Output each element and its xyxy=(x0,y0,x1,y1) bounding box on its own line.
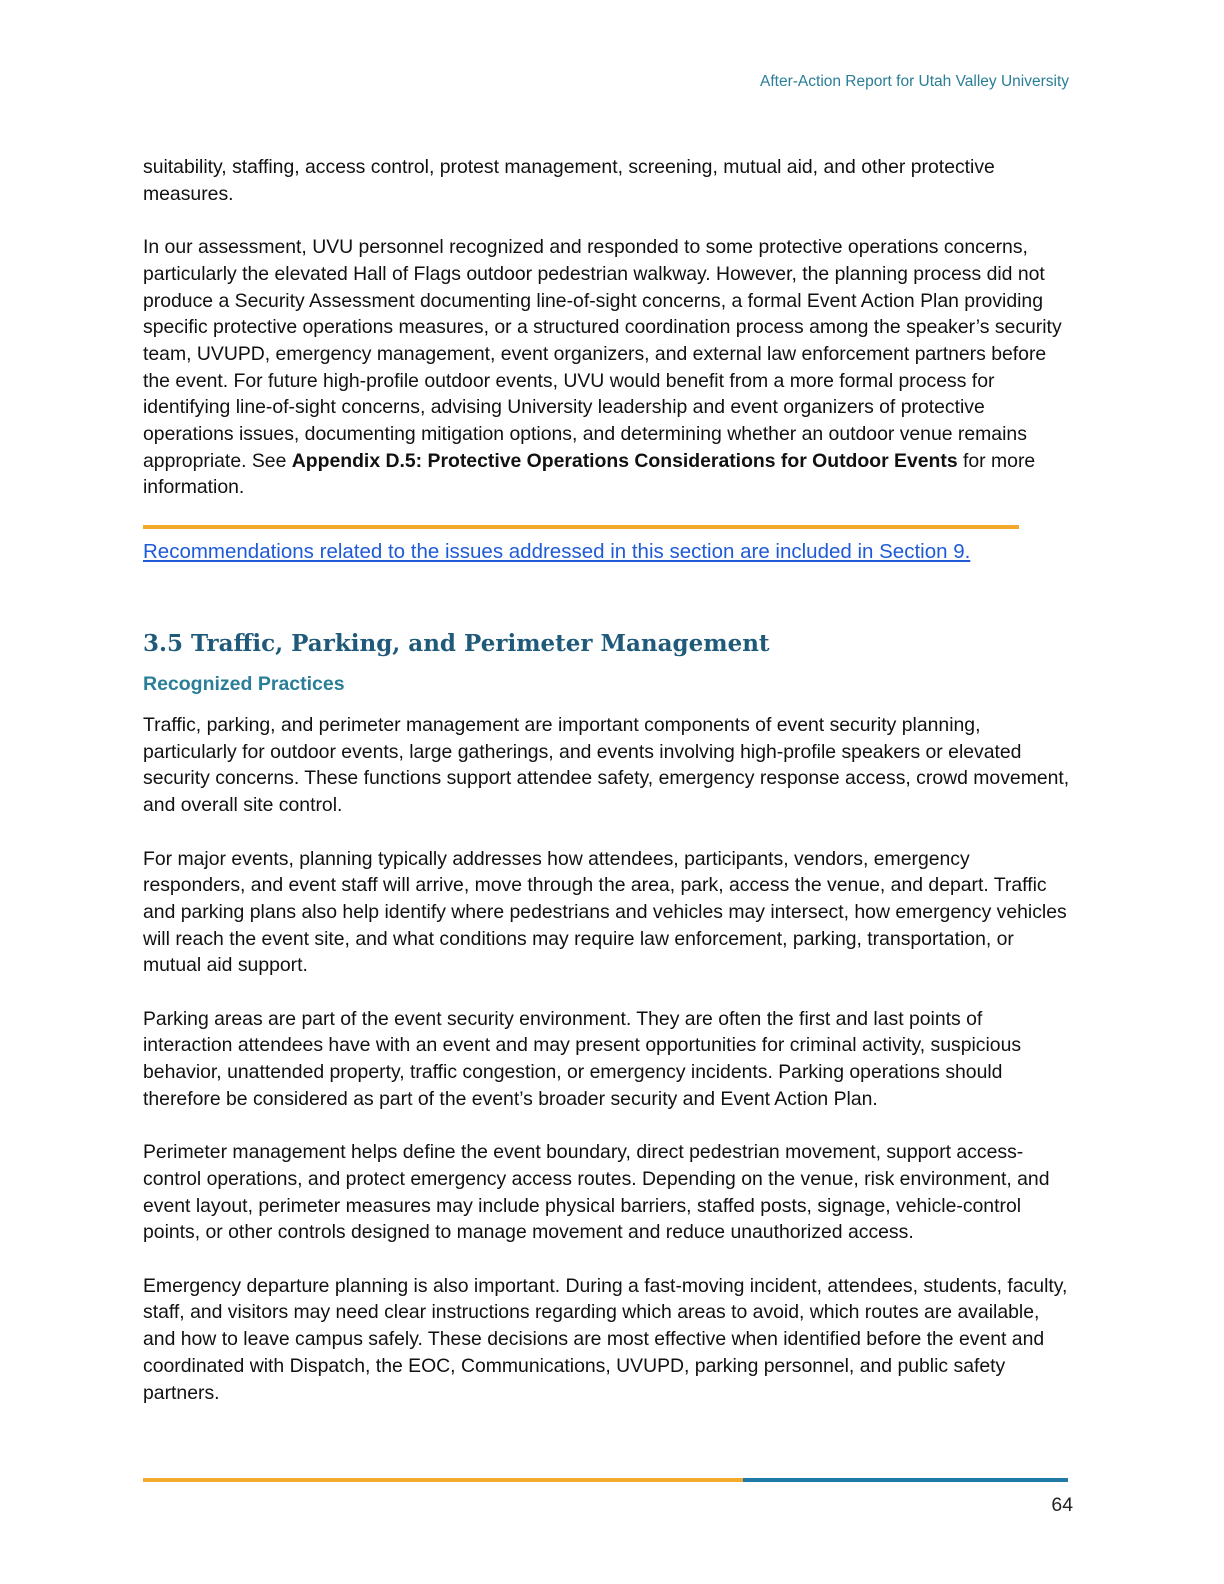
section-paragraph: Perimeter management helps define the event boundary, direct pedestrian movement, support access-control operations, and protect emergency access routes. Depending on the venue, risk environment, and event layout, perimeter measures may include physical barriers, staffed posts, signage, vehicle-control points, or other controls designed to manage movement and reduce unauthorized access. xyxy=(143,1141,1050,1244)
footer-divider-orange xyxy=(143,1478,743,1482)
intro-paragraph-2-start: In our assessment, UVU personnel recognized and responded to some protective operations concerns, particularly the elevated Hall of Flags outdoor pedestrian walkway. However, the planning process did not produce a Security Assessment documenting line-of-sight concerns, a formal Event Action Plan providing specific protective operations measures, or a structured coordination process among the speaker’s security team, UVUPD, emergency management, event organizers, and external law enforcement partners before the event. For future high-profile outdoor events, UVU would benefit from a more formal process for identifying line-of-sight concerns, advising University leadership and event organizers of protective operations issues, documenting mitigation options, and determining whether an outdoor venue remains appropriate. See xyxy=(143,236,1062,472)
intro-paragraph-2 xyxy=(143,234,1073,501)
section-body xyxy=(143,712,1073,1433)
page-number: 64 xyxy=(1051,1494,1073,1516)
callout-divider xyxy=(143,525,1019,529)
intro-paragraph-2-end: for more information. xyxy=(143,449,1036,499)
section-paragraph: Emergency departure planning is also important. During a fast-moving incident, attendees, students, faculty, staff, and visitors may need clear instructions regarding which areas to avoid, which routes are available, and how to leave campus safely. These decisions are most effective when identified before the event and coordinated with Dispatch, the EOC, Communications, UVUPD, parking personnel, and public safety partners. xyxy=(143,1274,1068,1404)
intro-paragraph-1: suitability, staffing, access control, protest management, screening, mutual aid, and other protective measures. xyxy=(143,156,995,205)
appendix-reference: Appendix D.5: Protective Operations Considerations for Outdoor Events xyxy=(291,449,958,472)
running-header: After-Action Report for Utah Valley University xyxy=(760,73,1069,90)
recommendations-link[interactable]: Recommendations related to the issues addressed in this section are included in Section 9. xyxy=(143,540,971,563)
footer-divider-blue xyxy=(743,1478,1068,1482)
section-paragraph: Parking areas are part of the event security environment. They are often the first and last points of interaction attendees have with an event and may present opportunities for criminal activity, suspicious behavior, unattended property, traffic congestion, or emergency incidents. Parking operations should therefore be considered as part of the event’s broader security and Event Action Plan. xyxy=(143,1007,1022,1110)
intro-text xyxy=(143,154,1073,501)
section-paragraph: Traffic, parking, and perimeter management are important components of event security planning, particularly for outdoor events, large gatherings, and events involving high-profile speakers or elevated security concerns. These functions support attendee safety, emergency response access, crowd movement, and overall site control. xyxy=(143,714,1070,817)
section-heading: 3.5 Traffic, Parking, and Perimeter Management xyxy=(143,630,770,657)
section-subheading: Recognized Practices xyxy=(143,673,345,695)
section-paragraph: For major events, planning typically addresses how attendees, participants, vendors, emergency responders, and event staff will arrive, move through the area, park, access the venue, and depart. Traffic and parking plans also help identify where pedestrians and vehicles may intersect, how emergency vehicles will reach the event site, and what conditions may require law enforcement, parking, transportation, or mutual aid support. xyxy=(143,847,1067,977)
